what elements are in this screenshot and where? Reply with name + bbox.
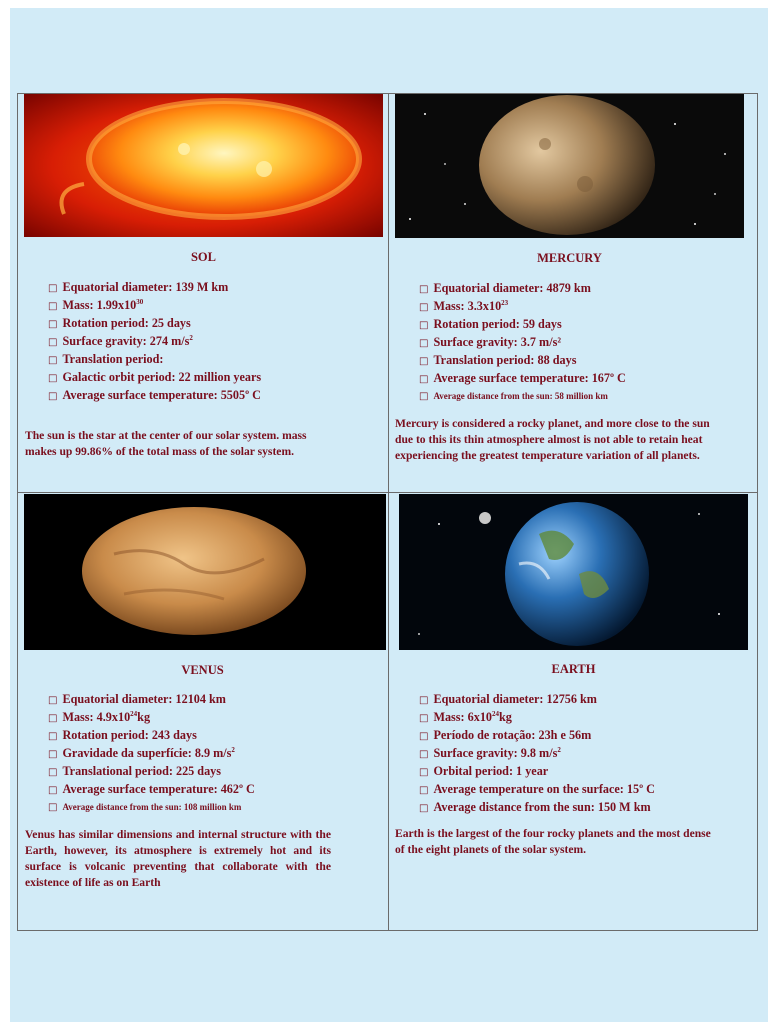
venus-fact-text: Mass: 4.9x10 <box>62 710 131 724</box>
earth-fact-item <box>419 799 655 817</box>
venus-title: VENUS <box>181 663 224 677</box>
sol-title: SOL <box>190 250 216 264</box>
earth-fact-exponent: 24 <box>492 709 500 718</box>
sol-fact-text: Rotation period: 25 days <box>62 316 191 330</box>
venus-fact-item <box>48 709 255 727</box>
bullet-box-icon: □ <box>419 391 429 402</box>
bullet-box-icon: □ <box>48 802 58 813</box>
bullet-box-icon: □ <box>419 749 429 760</box>
sol-fact-text: Translation period: <box>62 352 164 366</box>
sol-description: The sun is the star at the center of our solar system. mass makes up 99.86% of the total mass of the solar system. <box>25 429 307 458</box>
venus-facts-list <box>48 691 255 816</box>
bullet-box-icon: □ <box>419 767 429 778</box>
sol-fact-text: Mass: 1.99x10 <box>62 298 137 312</box>
venus-fact-text: Equatorial diameter: 12104 km <box>62 692 226 706</box>
venus-fact-item <box>48 691 255 709</box>
earth-fact-text: Período de rotação: 23h e 56m <box>433 728 592 742</box>
sol-fact-text: Galactic orbit period: 22 million years <box>62 370 262 384</box>
venus-fact-exponent: 2 <box>231 745 235 754</box>
bullet-box-icon: □ <box>48 767 58 778</box>
bullet-box-icon: □ <box>419 302 429 313</box>
earth-fact-unit: kg <box>499 710 512 724</box>
sol-fact-text: Average surface temperature: 5505º C <box>62 388 261 402</box>
earth-fact-item <box>419 781 655 799</box>
sol-fact-item <box>48 387 261 405</box>
bullet-box-icon: □ <box>48 731 58 742</box>
sol-fact-exponent: 30 <box>136 297 144 306</box>
mercury-fact-item <box>419 298 626 316</box>
venus-fact-unit: kg <box>137 710 151 724</box>
earth-fact-item <box>419 727 655 745</box>
venus-fact-exponent: 24 <box>130 709 138 718</box>
earth-fact-item <box>419 691 655 709</box>
bullet-box-icon: □ <box>48 283 58 294</box>
earth-fact-text: Orbital period: 1 year <box>433 764 549 778</box>
mercury-description: Mercury is considered a rocky planet, and more close to the sun due to this its thin atmosphere almost is not able to retain heat experiencing the greatest temperature variation of all planets. <box>395 417 710 462</box>
mercury-fact-item <box>419 334 626 352</box>
venus-fact-text: Translational period: 225 days <box>62 764 222 778</box>
bullet-box-icon: □ <box>48 337 58 348</box>
bullet-box-icon: □ <box>419 338 429 349</box>
bullet-box-icon: □ <box>419 320 429 331</box>
mercury-fact-text: Translation period: 88 days <box>433 353 577 367</box>
bullet-box-icon: □ <box>48 713 58 724</box>
bullet-box-icon: □ <box>419 785 429 796</box>
earth-fact-item <box>419 763 655 781</box>
bullet-box-icon: □ <box>48 355 58 366</box>
mercury-fact-text: Mass: 3.3x10 <box>433 299 502 313</box>
sol-fact-item <box>48 369 261 387</box>
mercury-fact-item <box>419 280 626 298</box>
mercury-fact-text: Rotation period: 59 days <box>433 317 562 331</box>
sol-facts-list <box>48 279 261 405</box>
bullet-box-icon: □ <box>48 785 58 796</box>
mercury-fact-text: Average surface temperature: 167º C <box>433 371 626 385</box>
bullet-box-icon: □ <box>419 374 429 385</box>
sol-fact-exponent: 2 <box>189 333 193 342</box>
earth-title: EARTH <box>551 662 596 676</box>
earth-fact-text: Equatorial diameter: 12756 km <box>433 692 597 706</box>
bullet-box-icon: □ <box>419 695 429 706</box>
sol-fact-text: Surface gravity: 274 m/s <box>62 334 190 348</box>
venus-fact-item <box>48 781 255 799</box>
venus-description: Venus has similar dimensions and internal structure with the Earth, however, its atmosphere is extremely hot and its surface is volcanic preventing that collaborate with the existence of life as on Earth <box>25 828 331 889</box>
mercury-image <box>395 94 744 238</box>
mercury-fact-item <box>419 388 626 405</box>
mercury-fact-text: Surface gravity: 3.7 m/s² <box>433 335 561 349</box>
earth-image <box>399 494 748 650</box>
earth-fact-exponent: 2 <box>557 745 561 754</box>
mercury-fact-exponent: 23 <box>501 298 509 307</box>
sol-fact-item <box>48 297 261 315</box>
venus-fact-text: Average distance from the sun: 108 million km <box>62 802 242 812</box>
mercury-fact-item <box>419 352 626 370</box>
bullet-box-icon: □ <box>419 284 429 295</box>
sol-fact-item <box>48 279 261 297</box>
bullet-box-icon: □ <box>48 695 58 706</box>
earth-facts-list <box>419 691 655 817</box>
mercury-title: MERCURY <box>537 251 602 265</box>
earth-fact-item <box>419 745 655 763</box>
venus-fact-item <box>48 745 255 763</box>
mercury-facts-list <box>419 280 626 405</box>
mercury-fact-item <box>419 370 626 388</box>
bullet-box-icon: □ <box>419 356 429 367</box>
sun-image <box>24 94 383 237</box>
earth-description: Earth is the largest of the four rocky planets and the most dense of the eight planets of the solar system. <box>395 827 711 856</box>
earth-fact-text: Average distance from the sun: 150 M km <box>433 800 651 814</box>
sol-fact-text: Equatorial diameter: 139 M km <box>62 280 229 294</box>
earth-fact-item <box>419 709 655 727</box>
bullet-box-icon: □ <box>419 713 429 724</box>
bullet-box-icon: □ <box>419 731 429 742</box>
sol-fact-item <box>48 333 261 351</box>
table-divider-vertical <box>388 93 389 931</box>
bullet-box-icon: □ <box>48 373 58 384</box>
venus-fact-text: Gravidade da superfície: 8.9 m/s <box>62 746 232 760</box>
bullet-box-icon: □ <box>419 803 429 814</box>
earth-fact-text: Average temperature on the surface: 15º C <box>433 782 655 796</box>
earth-fact-text: Surface gravity: 9.8 m/s <box>433 746 558 760</box>
mercury-fact-text: Average distance from the sun: 58 million km <box>433 391 608 401</box>
mercury-fact-text: Equatorial diameter: 4879 km <box>433 281 591 295</box>
sol-fact-item <box>48 351 261 369</box>
venus-fact-text: Rotation period: 243 days <box>62 728 197 742</box>
table-divider-horizontal <box>17 492 758 493</box>
venus-fact-item <box>48 763 255 781</box>
venus-fact-text: Average surface temperature: 462º C <box>62 782 255 796</box>
bullet-box-icon: □ <box>48 301 58 312</box>
bullet-box-icon: □ <box>48 319 58 330</box>
mercury-fact-item <box>419 316 626 334</box>
earth-fact-text: Mass: 6x10 <box>433 710 493 724</box>
sol-fact-item <box>48 315 261 333</box>
venus-image <box>24 494 386 650</box>
bullet-box-icon: □ <box>48 749 58 760</box>
venus-fact-item <box>48 799 255 816</box>
venus-fact-item <box>48 727 255 745</box>
bullet-box-icon: □ <box>48 391 58 402</box>
